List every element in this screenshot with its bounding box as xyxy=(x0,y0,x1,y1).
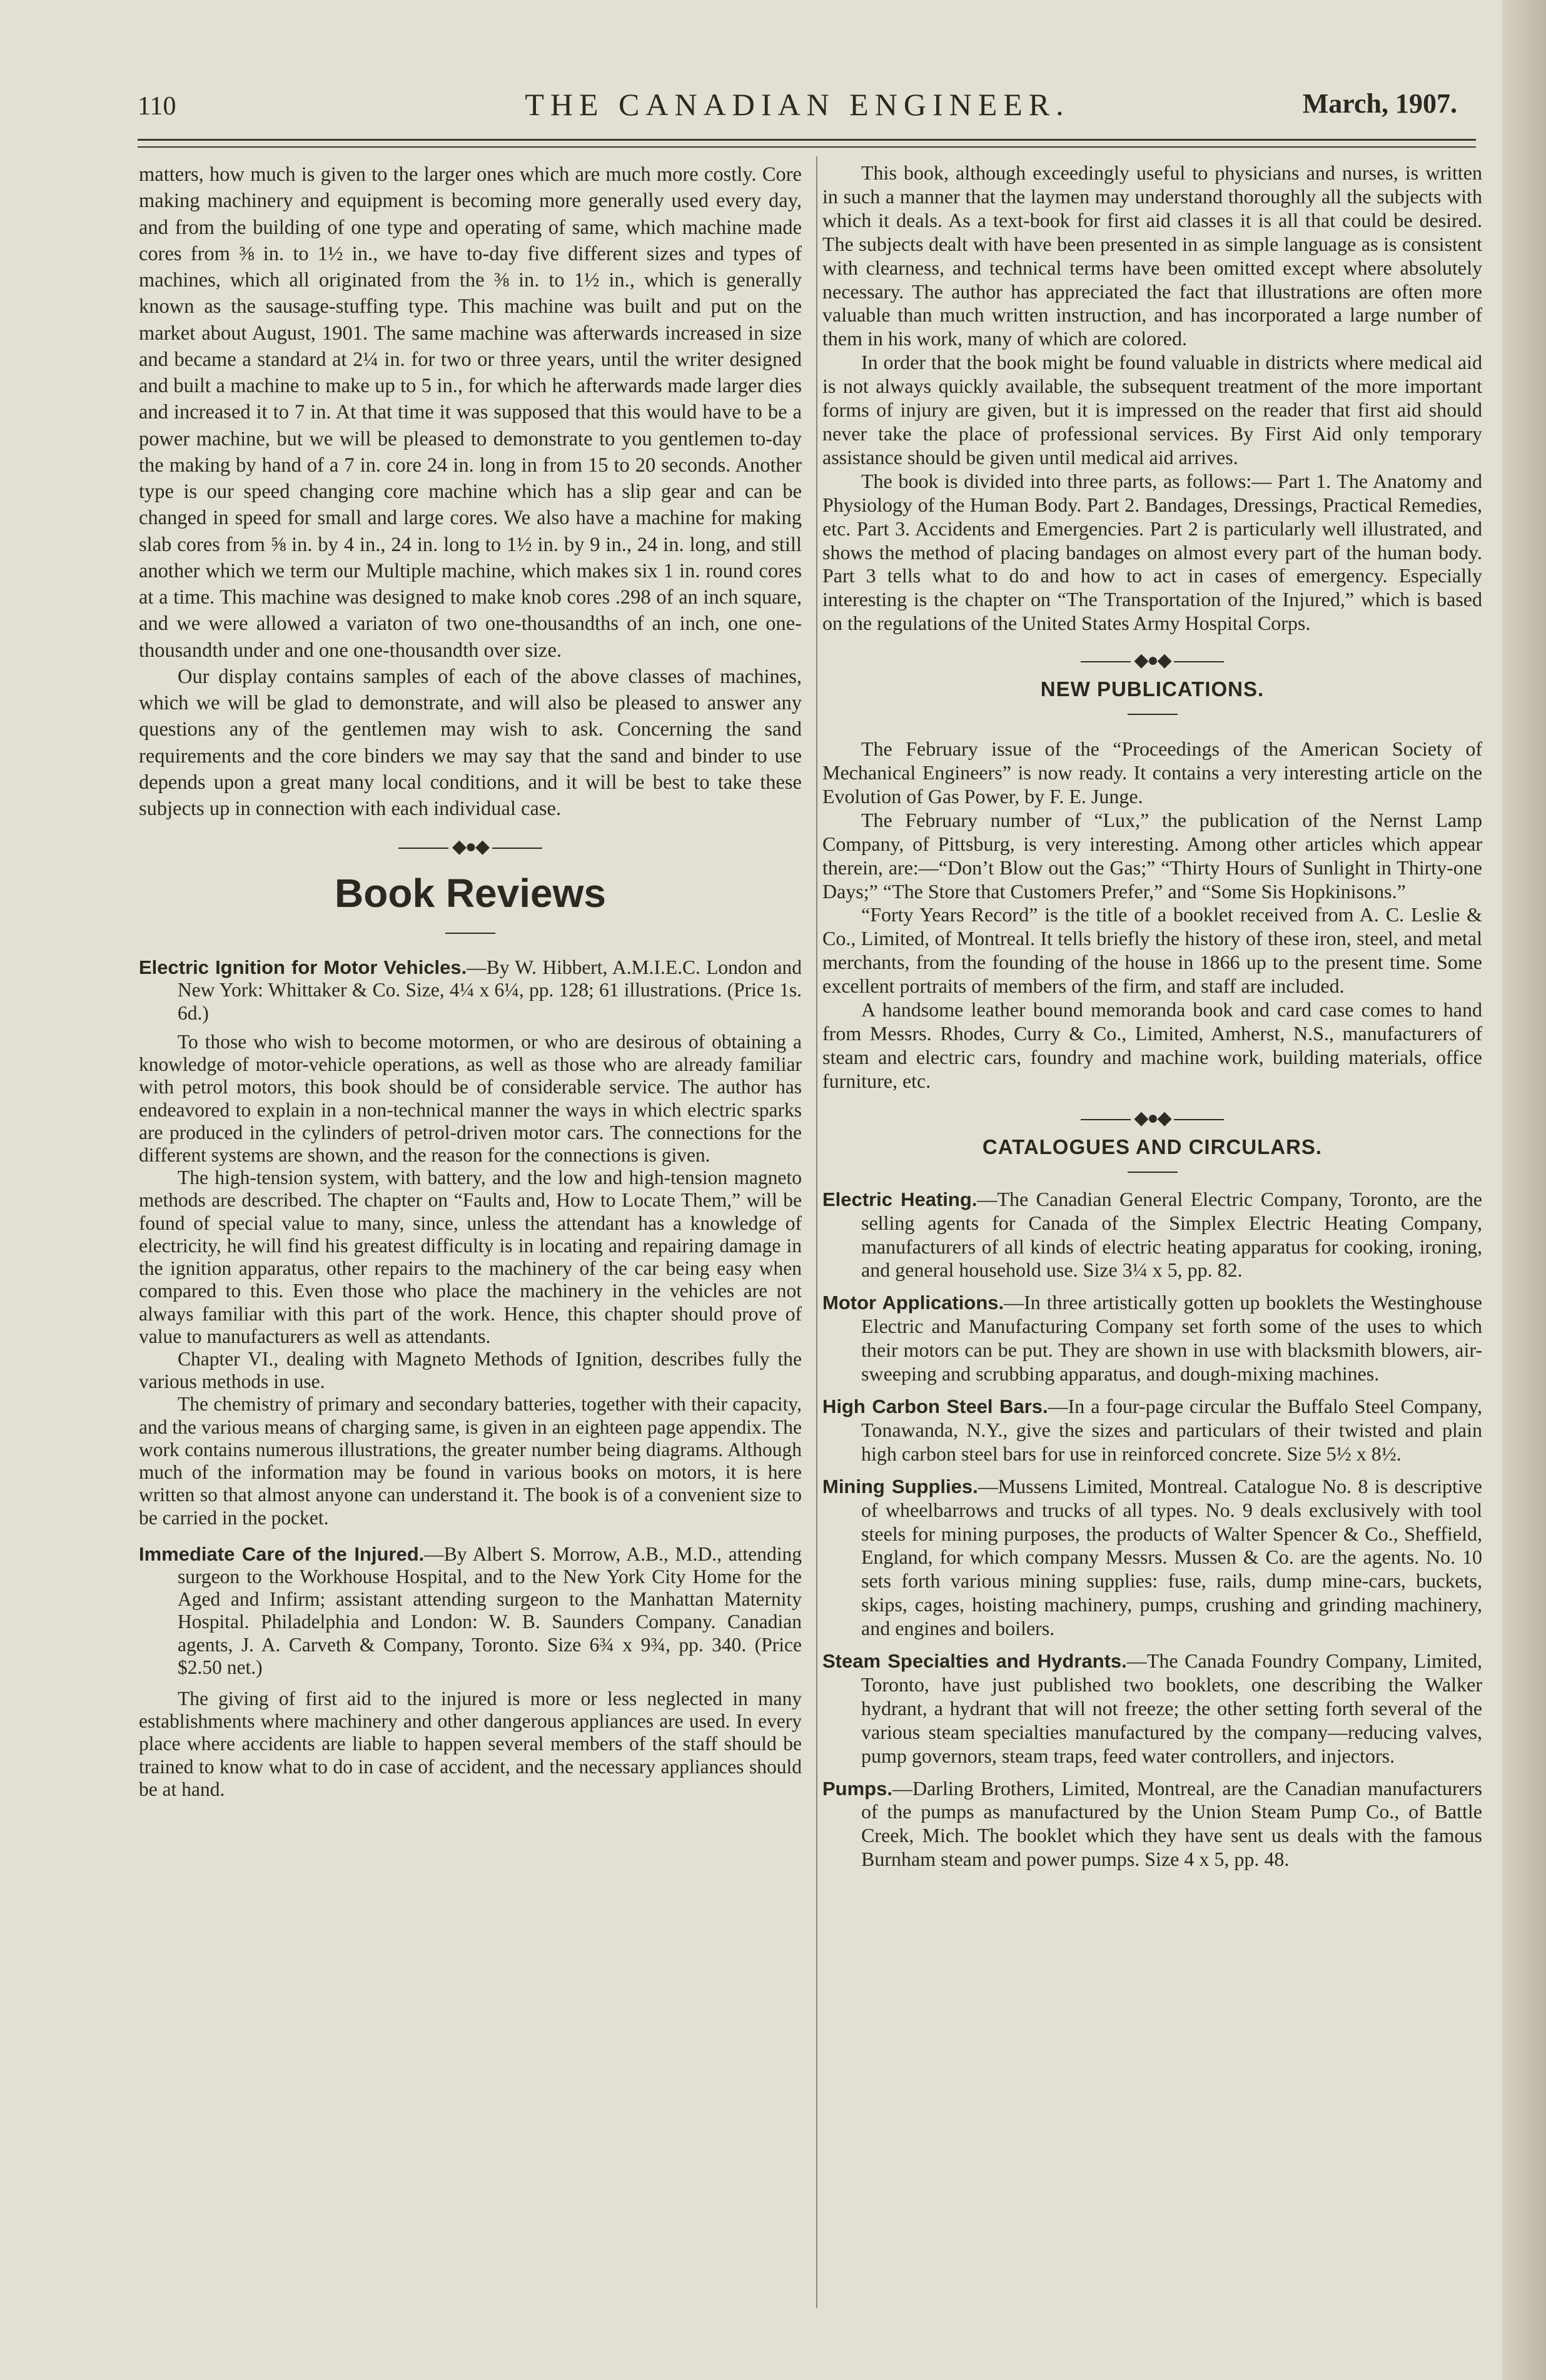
section-ornament: ◆●◆ xyxy=(139,836,802,858)
catalogue-title: Pumps. xyxy=(822,1777,892,1800)
catalogue-entry xyxy=(822,1395,1482,1466)
catalogue-text: —The Canadian General Electric Company, Toronto, are the selling agents for Canada of the Simplex Electric Heating Company, manufacturers of all kinds of electric heating apparatus for cooking, ironing, and general household use. Size 3¼ x 5, pp. 82. xyxy=(861,1187,1482,1282)
column-divider xyxy=(816,156,817,2308)
publication-paragraph: A handsome leather bound memoranda book and card case comes to hand from Messrs. Rhodes, Curry & Co., Limited, Amherst, N.S., manufacturers of steam and electric cars, foundry and machine work, building materials, office furniture, etc. xyxy=(822,998,1482,1092)
review-paragraph: The book is divided into three parts, as follows:— Part 1. The Anatomy and Physiology of the Human Body. Part 2. Bandages, Dressings, Practical Remedies, etc. Part 3. Accidents and Emergencies. Part 2 is particularly well illustrated, and shows the method of placing bandages on almost every part of the human body. Part 3 tells what to do and how to act in cases of emergency. Especially interesting is the chapter on “The Transportation of the Injured,” which is based on the regulations of the United States Army Hospital Corps. xyxy=(822,469,1482,635)
review-paragraph: To those who wish to become motormen, or who are desirous of obtaining a knowledge of motor-vehicle operations, as well as those who are already familiar with petrol motors, this book should be of considerable service. The author has endeavored to explain in a non-technical manner the ways in which electric sparks are produced in the cylinders of petrol-driven motor cars. The connections for the different systems are shown, and the reason for the connections is given. xyxy=(139,1030,802,1166)
catalogue-text: —In three artistically gotten up booklets the Westinghouse Electric and Manufacturing Company set forth some of the uses to which their motors can be put. They are shown in use with blacksmith blowers, air-sweeping and scrubbing apparatus, and dough-mixing machines. xyxy=(861,1291,1482,1385)
review-paragraph: This book, although exceedingly useful to physicians and nurses, is written in such a manner that the laymen may understand thoroughly all the subjects with which it deals. As a text-book for first aid classes it is all that could be desired. The subjects dealt with have been presented in as simple language as is consistent with clearness, and technical terms have been omitted except where absolutely necessary. The author has appreciated the fact that illustrations are often more valuable than much written instruction, and has incorporated a large number of them in his work, many of which are colored. xyxy=(822,161,1482,350)
header-rule xyxy=(138,139,1476,141)
catalogue-entry xyxy=(822,1291,1482,1386)
catalogues-heading: CATALOGUES AND CIRCULARS. xyxy=(982,1135,1323,1158)
article-paragraph: Our display contains samples of each of the above classes of machines, which we will be glad to demonstrate, and will also be pleased to answer any questions any of the gentlemen may wish to ask. Concerning the sand requirements and the core binders we may say that the sand and binder to use depends upon a great many local conditions, and it will be best to take these subjects up in connection with each individual case. xyxy=(139,665,802,820)
review-paragraph: The giving of first aid to the injured is more or less neglected in many establishments where machinery and other dangerous appliances are used. In every place where accidents are liable to happen several members of the staff should be trained to know what to do in case of accident, and the necessary appliances should be at hand. xyxy=(139,1688,802,1800)
catalogue-entry xyxy=(822,1188,1482,1283)
review-title: Electric Ignition for Motor Vehicles. xyxy=(139,956,467,979)
article-paragraph: matters, how much is given to the larger ones which are much more costly. Core making machinery and equipment is becoming more generally used every day, and from the building of one type and operating of same, which machine made cores from ⅜ in. to 1½ in., we have to-day five different sizes and types of machines, which all originated from the ⅜ in. to 1½ in., which is generally known as the sausage-stuffing type. This machine was built and put on the market about August, 1901. The same machine was afterwards increased in size and became a standard at 2¼ in. for two or three years, until the writer designed and built a machine to make up to 5 in., for which he afterwards made larger dies and increased it to 7 in. At that time it was supposed that this would have to be a power machine, but we will be pleased to demonstrate to you gentlemen to-day the making by hand of a 7 in. core 24 in. long in from 15 to 20 seconds. Another type is our speed changing core machine which has a slip gear and can be changed in speed for small and large cores. We also have a machine for making slab cores from ⅝ in. by 4 in., 24 in. long to 1½ in. by 9 in., 24 in. long, and still another which we term our Multiple machine, which makes six 1 in. round cores at a time. This machine was designed to make knob cores .298 of an inch square, and we were allowed a variaton of two one-thousandths of an inch, one one-thousandth under and one one-thousandth over size. xyxy=(139,163,802,662)
publication-paragraph: The February issue of the “Proceedings of the American Society of Mechanical Engineers” is now ready. It contains a very interesting article on the Evolution of Gas Power, by F. E. Junge. xyxy=(822,737,1482,808)
review-paragraph: Chapter VI., dealing with Magneto Methods of Ignition, describes fully the various methods in use. xyxy=(139,1347,802,1393)
book-review xyxy=(139,1543,802,1801)
catalogue-title: Mining Supplies. xyxy=(822,1475,978,1497)
catalogue-text: —Mussens Limited, Montreal. Catalogue No. 8 is descriptive of wheelbarrows and trucks of all types. No. 9 deals exclusively with tool steels for mining purposes, the products of Walter Spencer & Co., Sheffield, England, for which company Messrs. Mussen & Co. are the agents. No. 10 sets forth various mining supplies: fuse, rails, dump mine-cars, buckets, skips, cages, hoisting machinery, pumps, crushing and grinding machinery, and engines and boilers. xyxy=(861,1474,1482,1640)
right-column xyxy=(822,161,1482,1871)
new-publications-heading: NEW PUBLICATIONS. xyxy=(1040,677,1265,701)
issue-date: March, 1907. xyxy=(1302,88,1457,119)
catalogue-title: Steam Specialties and Hydrants. xyxy=(822,1650,1127,1673)
publication-paragraph: “Forty Years Record” is the title of a booklet received from A. C. Leslie & Co., Limited, of Montreal. It tells briefly the history of these iron, steel, and metal merchants, from the founding of the house in 1866 up to the present time. Some excellent portraits of members of the firm, and staff are included. xyxy=(822,903,1482,998)
catalogue-title: High Carbon Steel Bars. xyxy=(822,1395,1048,1417)
book-reviews-heading: Book Reviews xyxy=(335,871,606,916)
section-ornament: ◆●◆ xyxy=(822,649,1482,671)
review-citation: —By W. Hibbert, A.M.I.E.C. London and New York: Whittaker & Co. Size, 4¼ x 6¼, pp. 128; 61 illustrations. (Price 1s. 6d.) xyxy=(178,956,802,1024)
book-review xyxy=(139,956,802,1529)
catalogue-title: Electric Heating. xyxy=(822,1188,978,1210)
catalogue-text: —The Canada Foundry Company, Limited, Toronto, have just published two booklets, one describing the Walker hydrant, a hydrant that will not freeze; the other setting forth several of the various steam specialties manufactured by the company—reducing valves, pump governors, steam traps, feed water controllers, and injectors. xyxy=(861,1649,1482,1767)
journal-title: THE CANADIAN ENGINEER. xyxy=(525,87,1070,122)
review-title: Immediate Care of the Injured. xyxy=(139,1542,425,1565)
review-paragraph: The chemistry of primary and secondary batteries, together with their capacity, and the various means of charging same, is given in an eighteen page appendix. The work contains numerous illustrations, the greater number being diagrams. Although much of the information may be found in various books on motors, it is here written so that almost anyone can understand it. The book is of a convenient size to be carried in the pocket. xyxy=(139,1393,802,1529)
page-header xyxy=(138,86,1457,124)
heading-rule xyxy=(445,933,495,934)
review-paragraph: In order that the book might be found valuable in districts where medical aid is not always quickly available, the subsequent treatment of the more important forms of injury are given, but it is impressed on the reader that first aid should never take the place of professional services. By First Aid only temporary assistance should be given until medical aid arrives. xyxy=(822,351,1482,468)
page-edge-shadow xyxy=(1502,0,1546,2380)
catalogue-entry xyxy=(822,1777,1482,1872)
page-number: 110 xyxy=(138,92,176,121)
heading-rule xyxy=(1128,714,1178,715)
left-column xyxy=(139,161,802,1801)
header-rule-thin xyxy=(138,146,1476,148)
publication-paragraph: The February number of “Lux,” the publication of the Nernst Lamp Company, of Pittsburg, is very interesting. Among other articles which appear therein, are:—“Don’t Blow out the Gas;” “Thirty Hours of Sunlight in Thirty-one Days;” “The Store that Customers Prefer,” and “Some Sis Hopkinisons.” xyxy=(822,808,1482,903)
catalogue-text: —Darling Brothers, Limited, Montreal, are the Canadian manufacturers of the pumps as manufactured by the Union Steam Pump Co., of Battle Creek, Mich. The booklet which they have sent us deals with the famous Burnham steam and power pumps. Size 4 x 5, pp. 48. xyxy=(861,1776,1482,1871)
section-ornament: ◆●◆ xyxy=(822,1107,1482,1129)
catalogue-entry xyxy=(822,1475,1482,1641)
catalogue-text: —In a four-page circular the Buffalo Steel Company, Tonawanda, N.Y., give the sizes and particulars of their twisted and plain high carbon steel bars for use in reinforced concrete. Size 5½ x 8½. xyxy=(861,1394,1482,1465)
review-citation: —By Albert S. Morrow, A.B., M.D., attending surgeon to the Workhouse Hospital, and to the New York City Home for the Aged and Infirm; assistant attending surgeon to the Manhattan Maternity Hospital. Philadelphia and London: W. B. Saunders Company. Canadian agents, J. A. Carveth & Company, Toronto. Size 6¾ x 9¾, pp. 340. (Price $2.50 net.) xyxy=(178,1542,802,1678)
heading-rule xyxy=(1128,1172,1178,1173)
review-paragraph: The high-tension system, with battery, and the low and high-tension magneto methods are described. The chapter on “Faults and, How to Locate Them,” will be found of special value to many, since, unless the attendant has a knowledge of electricity, he will find his greatest difficulty is in locating and repairing damage in the ignition apparatus, other repairs to the machinery of the car being easy when compared to this. Even those who place the machinery in the vehicles are not always familiar with this part of the work. Hence, this chapter should prove of value to manufacturers as well as attendants. xyxy=(139,1167,802,1347)
catalogue-title: Motor Applications. xyxy=(822,1292,1004,1314)
catalogue-entry xyxy=(822,1649,1482,1768)
